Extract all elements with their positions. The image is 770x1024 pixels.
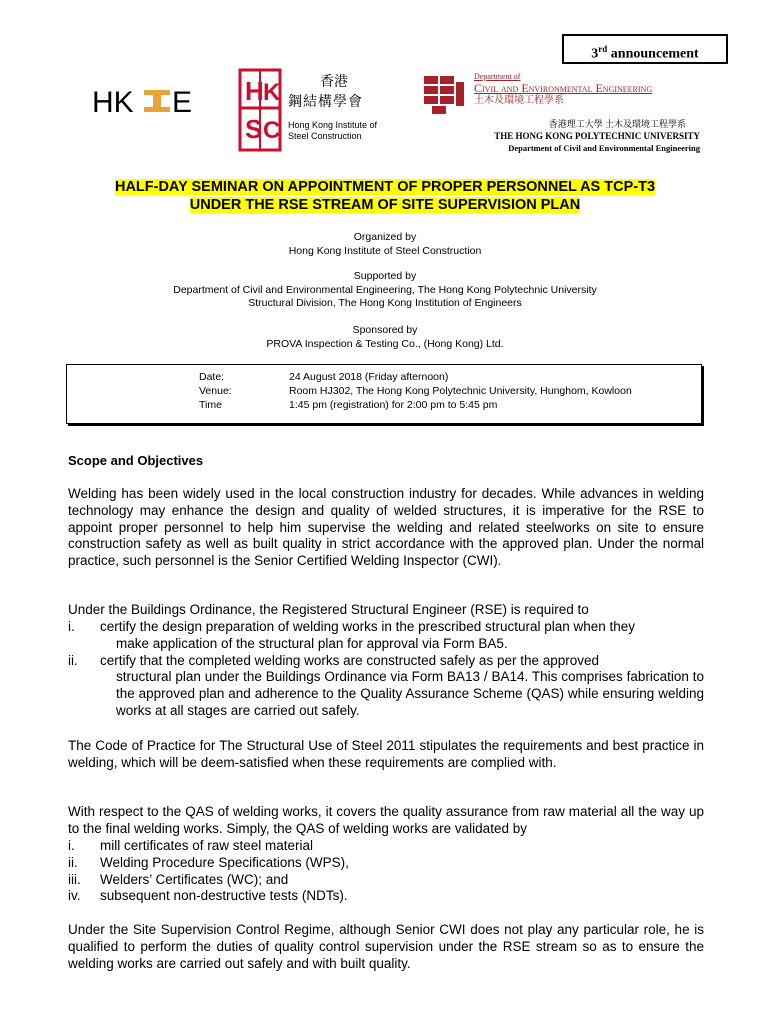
list-item <box>68 619 704 653</box>
polyu-cn: 香港理工大學 土木及環境工程學系 <box>548 119 686 129</box>
polyu-dept-line2: Civil and Environmental Engineering <box>474 81 653 95</box>
time-label: Time <box>199 399 222 411</box>
title-line1: HALF-DAY SEMINAR ON APPOINTMENT OF PROPER PERSONNEL AS TCP-T3 <box>114 179 656 195</box>
list-item-number: i. <box>68 619 75 634</box>
polyu-university-block <box>420 118 700 154</box>
hkisc-cn-line1: 香港 <box>320 74 348 90</box>
event-details-box <box>66 364 702 424</box>
hkisc-en-line1: Hong Kong Institute of <box>288 120 378 130</box>
list-item <box>68 653 704 720</box>
hkie-logo-left: HK <box>92 86 134 116</box>
seminar-title <box>40 178 730 214</box>
scope-paragraph-4: With respect to the QAS of welding works, it covers the quality assurance from raw material all the way up to the final welding works. Simply, the QAS of welding works are validated by <box>68 804 704 836</box>
polyu-dept-line1: Department of <box>474 72 521 81</box>
qas-validation-list <box>68 838 704 905</box>
rse-duties-list <box>68 619 704 720</box>
announcement-ordinal: 3 <box>591 46 599 62</box>
polyu-logo <box>420 72 468 118</box>
time-value: 1:45 pm (registration) for 2:00 pm to 5:45 pm <box>289 399 498 411</box>
list-item <box>68 872 704 889</box>
list-item-number: i. <box>68 838 75 853</box>
polyu-dept-block <box>474 72 652 107</box>
date-value: 24 August 2018 (Friday afternoon) <box>289 371 449 383</box>
hkisc-cn-line2: 鋼結構學會 <box>288 94 363 110</box>
announcement-suffix: rd <box>598 44 608 54</box>
hkisc-logo <box>236 68 286 154</box>
scope-paragraph-2: Under the Buildings Ordinance, the Registered Structural Engineer (RSE) is required to <box>68 602 589 617</box>
list-item-text: Welding Procedure Specifications (WPS), <box>100 854 349 870</box>
announcement-label: announcement <box>610 46 699 62</box>
list-item-number: iii. <box>68 871 81 887</box>
hkisc-letter-s: S <box>245 114 263 144</box>
sponsored-by-section <box>40 324 730 351</box>
organized-label: Organized by <box>353 231 417 243</box>
organized-value: Hong Kong Institute of Steel Construction <box>288 244 482 257</box>
scope-paragraph-1: Welding has been widely used in the local construction industry for decades. While advances in welding technology may enhance the design and quality of welded structures, it is imperative for the RSE to appoint proper personnel to help him supervise the welding and related steelworks on site to ensure construction safety as well as built quality in strict accordance with the approved plan. Under the normal practice, such personnel is the Senior Certified Welding Inspector (CWI). <box>68 486 704 569</box>
list-item-text: subsequent non-destructive tests (NDTs). <box>100 888 348 904</box>
venue-label: Venue: <box>199 385 232 397</box>
venue-value: Room HJ302, The Hong Kong Polytechnic University, Hunghom, Kowloon <box>289 385 632 397</box>
sponsored-value: PROVA Inspection & Testing Co., (Hong Kong) Ltd. <box>266 337 504 350</box>
list-item <box>68 888 704 905</box>
supported-line1: Department of Civil and Environmental Engineering, The Hong Kong Polytechnic University <box>173 283 597 296</box>
hkisc-letter-k: K <box>263 79 281 106</box>
supported-by-section <box>40 270 730 311</box>
list-item <box>68 838 704 855</box>
list-item-text: certify that the completed welding works are constructed safely as per the approved <box>100 652 600 668</box>
list-item-text-cont: structural plan under the Buildings Ordinance via Form BA13 / BA14. This comprises fabrication to the approved plan and adherence to the Quality Assurance Scheme (QAS) while ensuring welding works at all stages are carried out safely. <box>116 669 704 718</box>
hkie-emblem <box>144 90 170 112</box>
hkie-logo-right: E <box>172 86 193 116</box>
list-item-text: Welders’ Certificates (WC); and <box>100 871 289 887</box>
list-item-text: certify the design preparation of welding works in the prescribed structural plan when they <box>100 619 636 634</box>
list-item-number: iv. <box>68 888 81 904</box>
title-line2: UNDER THE RSE STREAM OF SITE SUPERVISION PLAN <box>189 197 581 213</box>
hkisc-en-line2: Steel Construction <box>288 131 362 141</box>
scope-heading: Scope and Objectives <box>68 453 204 468</box>
list-item-text-cont: make application of the structural plan for approval via Form BA5. <box>116 635 508 651</box>
scope-paragraph-3: The Code of Practice for The Structural Use of Steel 2011 stipulates the requirements and best practice in welding, which will be deem-satisfied when these requirements are complied with. <box>68 738 704 770</box>
polyu-dept-line3: 土木及環境工程學系 <box>474 95 564 106</box>
hkisc-logo-text <box>288 72 377 142</box>
hkisc-letter-c: C <box>263 117 281 144</box>
supported-line2: Structural Division, The Hong Kong Institution of Engineers <box>248 297 522 309</box>
scope-paragraph-5: Under the Site Supervision Control Regime, although Senior CWI does not play any particular role, he is qualified to perform the duties of quality control supervision under the RSE stream so as to ensure the welding works are carried out safely and with built quality. <box>68 922 704 971</box>
list-item-text: mill certificates of raw steel material <box>100 838 314 853</box>
date-label: Date: <box>199 371 225 383</box>
polyu-dept-en: Department of Civil and Environmental Engineering <box>508 143 700 153</box>
list-item <box>68 855 704 872</box>
supported-label: Supported by <box>353 270 417 282</box>
hkie-logo <box>92 84 222 116</box>
list-item-number: ii. <box>68 652 78 668</box>
list-item-number: ii. <box>68 854 78 870</box>
polyu-en: THE HONG KONG POLYTECHNIC UNIVERSITY <box>494 131 700 141</box>
announcement-box <box>562 34 728 64</box>
hkisc-letter-h: H <box>245 76 264 106</box>
organized-by-section <box>40 231 730 258</box>
sponsored-label: Sponsored by <box>352 324 418 336</box>
